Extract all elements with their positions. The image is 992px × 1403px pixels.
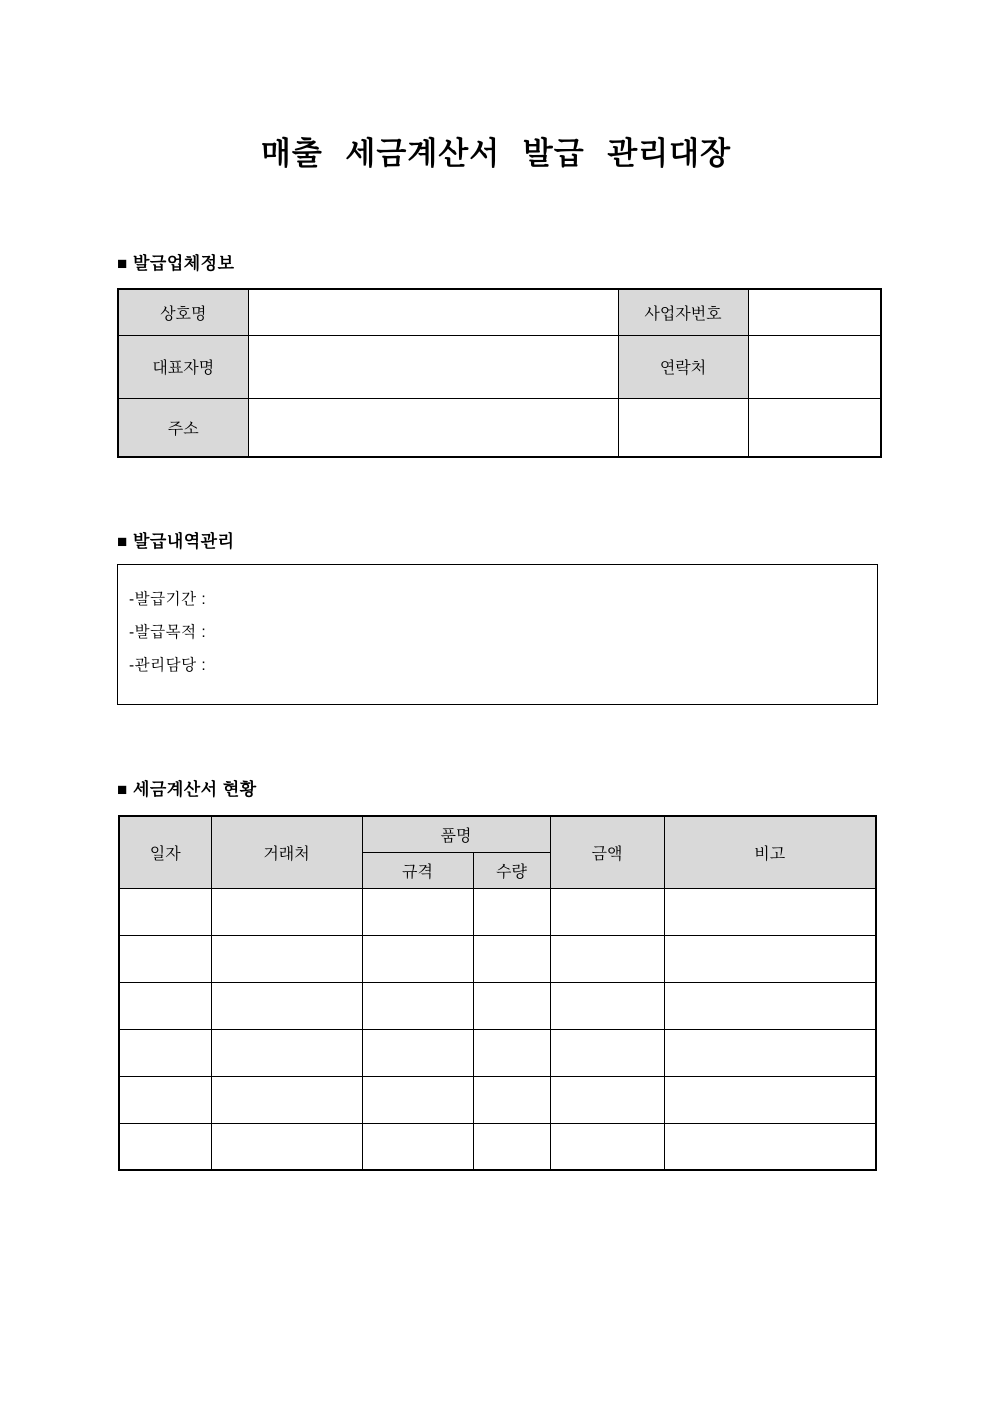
field-address[interactable] — [248, 398, 618, 457]
invoice-cell[interactable] — [473, 982, 550, 1029]
invoice-cell[interactable] — [664, 1029, 876, 1076]
column-header-client: 거래처 — [211, 816, 362, 888]
column-header-item-group: 품명 — [362, 816, 550, 852]
invoice-cell[interactable] — [473, 935, 550, 982]
invoice-status-table-body — [119, 888, 876, 1170]
invoice-cell[interactable] — [211, 888, 362, 935]
invoice-cell[interactable] — [550, 935, 664, 982]
company-row-3 — [118, 398, 881, 457]
invoice-cell[interactable] — [550, 982, 664, 1029]
invoice-status-table — [118, 815, 877, 1171]
invoice-cell[interactable] — [211, 935, 362, 982]
label-business-number: 사업자번호 — [618, 289, 748, 335]
invoice-cell[interactable] — [664, 1076, 876, 1123]
invoice-row — [119, 888, 876, 935]
invoice-cell[interactable] — [119, 888, 211, 935]
invoice-cell[interactable] — [362, 1123, 473, 1170]
field-address-extra-1[interactable] — [618, 398, 748, 457]
section-header-company-info: ■ 발급업체정보 — [117, 254, 235, 273]
invoice-cell[interactable] — [473, 888, 550, 935]
invoice-cell[interactable] — [211, 1123, 362, 1170]
invoice-cell[interactable] — [664, 888, 876, 935]
section-header-issuance-log: ■ 발급내역관리 — [117, 532, 235, 551]
field-address-extra-2[interactable] — [748, 398, 881, 457]
invoice-cell[interactable] — [664, 982, 876, 1029]
column-header-note: 비고 — [664, 816, 876, 888]
label-address: 주소 — [118, 398, 248, 457]
label-representative-name: 대표자명 — [118, 335, 248, 398]
invoice-status-table-header — [119, 816, 876, 888]
invoice-cell[interactable] — [119, 982, 211, 1029]
invoice-cell[interactable] — [211, 982, 362, 1029]
invoice-row — [119, 1029, 876, 1076]
issuance-purpose-line[interactable]: -발급목적 : — [129, 624, 207, 641]
invoice-cell[interactable] — [362, 982, 473, 1029]
invoice-cell[interactable] — [211, 1029, 362, 1076]
header-row-1 — [119, 816, 876, 852]
invoice-cell[interactable] — [211, 1076, 362, 1123]
invoice-cell[interactable] — [473, 1123, 550, 1170]
field-business-name[interactable] — [248, 289, 618, 335]
invoice-cell[interactable] — [664, 935, 876, 982]
invoice-cell[interactable] — [119, 935, 211, 982]
invoice-cell[interactable] — [362, 1029, 473, 1076]
company-info-table — [117, 288, 882, 458]
label-contact: 연락처 — [618, 335, 748, 398]
column-header-spec: 규격 — [362, 852, 473, 888]
invoice-cell[interactable] — [119, 1029, 211, 1076]
label-business-name: 상호명 — [118, 289, 248, 335]
invoice-row — [119, 1076, 876, 1123]
invoice-cell[interactable] — [362, 888, 473, 935]
invoice-row — [119, 935, 876, 982]
invoice-row — [119, 982, 876, 1029]
issuance-log-box[interactable] — [117, 564, 878, 705]
field-representative-name[interactable] — [248, 335, 618, 398]
issuance-period-line[interactable]: -발급기간 : — [129, 591, 207, 608]
invoice-cell[interactable] — [550, 888, 664, 935]
section-header-invoice-status: ■ 세금계산서 현황 — [117, 780, 257, 799]
column-header-date: 일자 — [119, 816, 211, 888]
invoice-cell[interactable] — [550, 1029, 664, 1076]
field-business-number[interactable] — [748, 289, 881, 335]
company-row-2 — [118, 335, 881, 398]
invoice-row — [119, 1123, 876, 1170]
invoice-cell[interactable] — [473, 1029, 550, 1076]
page-title: 매출 세금계산서 발급 관리대장 — [260, 136, 732, 171]
invoice-cell[interactable] — [550, 1123, 664, 1170]
column-header-amount: 금액 — [550, 816, 664, 888]
issuance-manager-line[interactable]: -관리담당 : — [129, 657, 207, 674]
invoice-cell[interactable] — [362, 1076, 473, 1123]
invoice-cell[interactable] — [473, 1076, 550, 1123]
column-header-qty: 수량 — [473, 852, 550, 888]
field-contact[interactable] — [748, 335, 881, 398]
invoice-cell[interactable] — [119, 1076, 211, 1123]
invoice-cell[interactable] — [664, 1123, 876, 1170]
invoice-cell[interactable] — [362, 935, 473, 982]
invoice-cell[interactable] — [550, 1076, 664, 1123]
company-row-1 — [118, 289, 881, 335]
invoice-cell[interactable] — [119, 1123, 211, 1170]
